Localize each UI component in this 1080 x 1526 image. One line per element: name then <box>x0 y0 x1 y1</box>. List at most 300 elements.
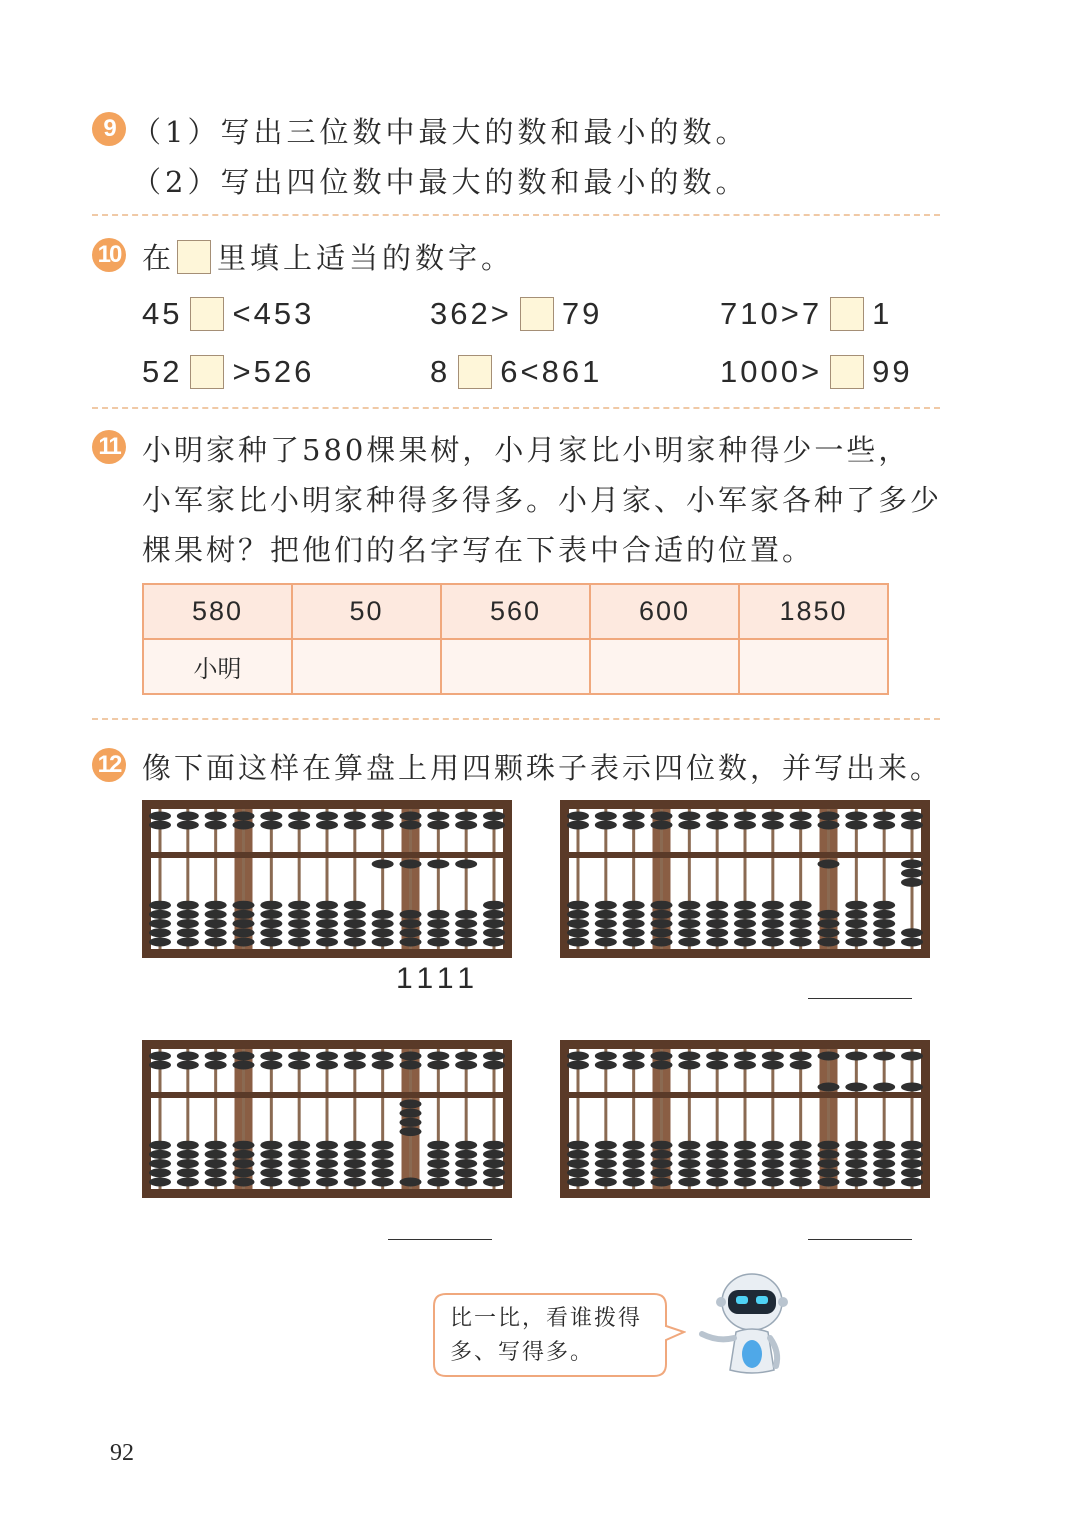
abacus-bead <box>427 1178 449 1187</box>
abacus-bead <box>177 821 199 830</box>
abacus-bead <box>205 1061 227 1070</box>
abacus-bead <box>678 938 700 947</box>
abacus-bead <box>288 1141 310 1150</box>
abacus-bead <box>372 1178 394 1187</box>
abacus-bead <box>233 901 255 910</box>
abacus-bead <box>678 821 700 830</box>
abacus-bead <box>706 821 728 830</box>
abacus-bead <box>427 938 449 947</box>
abacus-bead <box>316 1141 338 1150</box>
answer-box-sample <box>177 240 211 274</box>
abacus-bead <box>762 901 784 910</box>
abacus-bead <box>483 1141 505 1150</box>
abacus-bead <box>762 1159 784 1168</box>
abacus-bead <box>678 1178 700 1187</box>
abacus-bead <box>400 812 422 821</box>
abacus-bead <box>567 1141 589 1150</box>
abacus-bead <box>316 821 338 830</box>
fill-post: 79 <box>561 296 603 331</box>
abacus-bead <box>901 878 923 887</box>
fill-pre: 362> <box>430 296 512 331</box>
abacus-3 <box>142 1040 512 1198</box>
abacus-bead <box>400 1052 422 1061</box>
abacus-2 <box>560 800 930 958</box>
abacus-bead <box>455 1061 477 1070</box>
abacus-bead <box>762 1178 784 1187</box>
abacus-bead <box>567 812 589 821</box>
abacus-bead <box>845 928 867 937</box>
abacus-bead <box>818 1168 840 1177</box>
abacus-bead <box>873 1178 895 1187</box>
abacus-bead <box>233 938 255 947</box>
fill-post: 1 <box>872 296 893 331</box>
abacus-bead <box>483 901 505 910</box>
abacus-bead <box>623 1052 645 1061</box>
abacus-bead <box>901 1150 923 1159</box>
abacus-bead <box>567 919 589 928</box>
question-11-badge: 11 <box>92 430 126 464</box>
abacus-bead <box>288 938 310 947</box>
abacus-bead <box>623 901 645 910</box>
fill-item-1 <box>142 296 314 332</box>
abacus-bead <box>790 938 812 947</box>
abacus-bead <box>845 910 867 919</box>
abacus-bead <box>455 1141 477 1150</box>
abacus-bead <box>149 1178 171 1187</box>
abacus-bead <box>372 928 394 937</box>
abacus-bead <box>901 938 923 947</box>
abacus-bead <box>678 1168 700 1177</box>
tree-count-table <box>142 583 889 695</box>
abacus-bead <box>595 901 617 910</box>
answer-box[interactable] <box>190 297 224 331</box>
answer-box[interactable] <box>458 355 492 389</box>
abacus-bead <box>678 1150 700 1159</box>
abacus-bead <box>818 938 840 947</box>
abacus-bead <box>567 928 589 937</box>
abacus-bead <box>400 821 422 830</box>
abacus-bead <box>177 812 199 821</box>
abacus-bead <box>790 1052 812 1061</box>
abacus-bead <box>233 1061 255 1070</box>
divider <box>92 407 940 409</box>
abacus-bead <box>400 928 422 937</box>
abacus-bead <box>901 1052 923 1061</box>
abacus-bead <box>233 910 255 919</box>
abacus-bead <box>845 1052 867 1061</box>
abacus-bead <box>344 1178 366 1187</box>
fill-pre: 710>7 <box>720 296 823 331</box>
abacus-bead <box>288 928 310 937</box>
abacus-bead <box>762 938 784 947</box>
abacus-bead <box>344 1159 366 1168</box>
abacus-bead <box>233 1150 255 1159</box>
abacus-bead <box>427 1141 449 1150</box>
q11-line-1: 小明家种了580棵果树，小月家比小明家种得少一些， <box>142 433 911 467</box>
abacus-bead <box>623 910 645 919</box>
abacus-bead <box>567 910 589 919</box>
abacus-bead <box>734 928 756 937</box>
abacus-bead <box>678 901 700 910</box>
abacus-bead <box>901 869 923 878</box>
abacus-bead <box>427 821 449 830</box>
abacus-bead <box>288 1150 310 1159</box>
abacus-bead <box>455 1168 477 1177</box>
abacus-bead <box>873 821 895 830</box>
answer-box[interactable] <box>190 355 224 389</box>
abacus-bead <box>205 901 227 910</box>
abacus-bead <box>400 1118 422 1127</box>
abacus-bead <box>427 1159 449 1168</box>
abacus-bead <box>818 1159 840 1168</box>
abacus-bead <box>678 919 700 928</box>
abacus-bead <box>483 1178 505 1187</box>
abacus-bead <box>260 910 282 919</box>
abacus-bead <box>651 1052 673 1061</box>
abacus-bead <box>623 928 645 937</box>
abacus-bead <box>901 1168 923 1177</box>
abacus-bead <box>818 928 840 937</box>
abacus-bead <box>205 1159 227 1168</box>
table-cell-blank[interactable] <box>292 639 441 694</box>
abacus-bead <box>706 1061 728 1070</box>
abacus-bead <box>678 1052 700 1061</box>
abacus-bead <box>762 812 784 821</box>
abacus-bead <box>567 1061 589 1070</box>
abacus-bead <box>316 910 338 919</box>
abacus-bead <box>818 1083 840 1092</box>
abacus-bead <box>567 1178 589 1187</box>
abacus-bead <box>873 901 895 910</box>
abacus-bead <box>762 919 784 928</box>
abacus-bead <box>818 919 840 928</box>
abacus-bead <box>288 812 310 821</box>
abacus-bead <box>288 821 310 830</box>
abacus-bead <box>149 1159 171 1168</box>
abacus-bead <box>901 860 923 869</box>
abacus-bead <box>205 1141 227 1150</box>
abacus-bead <box>455 860 477 869</box>
abacus-bead <box>818 1150 840 1159</box>
abacus-bead <box>427 1061 449 1070</box>
abacus-bead <box>901 821 923 830</box>
abacus-bead <box>372 1141 394 1150</box>
abacus-bead <box>845 1168 867 1177</box>
abacus-bead <box>400 919 422 928</box>
abacus-bead <box>288 919 310 928</box>
abacus-bead <box>595 1168 617 1177</box>
abacus-bead <box>706 938 728 947</box>
abacus-bead <box>372 821 394 830</box>
abacus-bead <box>651 821 673 830</box>
abacus-bead <box>316 928 338 937</box>
abacus-bead <box>595 919 617 928</box>
abacus-bead <box>678 928 700 937</box>
abacus-bead <box>205 938 227 947</box>
abacus-bead <box>845 1178 867 1187</box>
abacus-bead <box>177 1150 199 1159</box>
abacus-bead <box>734 812 756 821</box>
abacus-bead <box>372 1061 394 1070</box>
abacus-bead <box>400 1127 422 1136</box>
abacus-bead <box>706 928 728 937</box>
abacus-bead <box>205 1150 227 1159</box>
abacus-bead <box>455 928 477 937</box>
abacus-bead <box>177 1141 199 1150</box>
abacus-bead <box>734 1178 756 1187</box>
abacus-bead <box>372 1168 394 1177</box>
abacus-bead <box>623 1150 645 1159</box>
fill-post: <453 <box>232 296 315 331</box>
abacus-bead <box>706 901 728 910</box>
question-9-badge: 9 <box>92 112 126 146</box>
abacus-bead <box>651 1159 673 1168</box>
abacus-bead <box>316 812 338 821</box>
abacus-bead <box>595 1150 617 1159</box>
abacus-bead <box>260 1168 282 1177</box>
abacus-bead <box>149 1052 171 1061</box>
abacus-bead <box>427 860 449 869</box>
abacus-bead <box>233 928 255 937</box>
abacus-bead <box>177 901 199 910</box>
abacus-bead <box>595 1061 617 1070</box>
abacus-bead <box>205 1168 227 1177</box>
table-cell: 600 <box>590 584 739 639</box>
table-row <box>143 639 888 694</box>
abacus-bead <box>344 821 366 830</box>
abacus-bead <box>400 1178 422 1187</box>
abacus-bead <box>790 901 812 910</box>
abacus-bead <box>260 1052 282 1061</box>
abacus-bead <box>651 812 673 821</box>
abacus-bead <box>790 1141 812 1150</box>
abacus-bead <box>762 1052 784 1061</box>
abacus-bead <box>734 1141 756 1150</box>
abacus-bead <box>233 1159 255 1168</box>
abacus-bead <box>316 919 338 928</box>
abacus-bead <box>455 812 477 821</box>
abacus-bead <box>845 1150 867 1159</box>
abacus-bead <box>344 1168 366 1177</box>
abacus-bead <box>344 919 366 928</box>
abacus-bead <box>427 1168 449 1177</box>
abacus-bead <box>233 919 255 928</box>
fill-post: >526 <box>232 354 315 389</box>
abacus-bead <box>845 919 867 928</box>
abacus-bead <box>818 1141 840 1150</box>
table-cell-blank[interactable] <box>590 639 739 694</box>
abacus-bead <box>734 1052 756 1061</box>
abacus-bead <box>651 1178 673 1187</box>
abacus-bead <box>149 1168 171 1177</box>
fill-item-3 <box>720 296 892 332</box>
abacus-bead <box>734 1150 756 1159</box>
abacus-bead <box>678 1141 700 1150</box>
abacus-bead <box>651 910 673 919</box>
abacus-bead <box>845 1083 867 1092</box>
table-cell: 小明 <box>143 639 292 694</box>
abacus-bead <box>678 1061 700 1070</box>
abacus-bead <box>483 1168 505 1177</box>
abacus-bead <box>344 1141 366 1150</box>
abacus-bead <box>316 1178 338 1187</box>
abacus-bead <box>316 1150 338 1159</box>
abacus-bead <box>595 812 617 821</box>
abacus-bead <box>344 928 366 937</box>
abacus-bead <box>651 928 673 937</box>
divider <box>92 718 940 720</box>
bubble-line-2: 多、写得多。 <box>450 1340 595 1365</box>
abacus-bead <box>177 1168 199 1177</box>
abacus-bead <box>455 910 477 919</box>
abacus-bead <box>483 910 505 919</box>
abacus-bead <box>455 1159 477 1168</box>
abacus-bead <box>790 910 812 919</box>
abacus-bead <box>734 1168 756 1177</box>
abacus-bead <box>149 910 171 919</box>
bubble-line-1: 比一比，看谁拨得 <box>450 1306 643 1331</box>
abacus-bead <box>177 1178 199 1187</box>
abacus-bead <box>344 938 366 947</box>
abacus-bead <box>205 812 227 821</box>
abacus-bead <box>873 1141 895 1150</box>
abacus-bead <box>427 928 449 937</box>
abacus-bead <box>873 1052 895 1061</box>
abacus-bead <box>762 910 784 919</box>
abacus-bead <box>344 901 366 910</box>
abacus-bead <box>316 1168 338 1177</box>
abacus-bead <box>678 812 700 821</box>
abacus-bead <box>762 1061 784 1070</box>
abacus-bead <box>483 1052 505 1061</box>
question-10-badge: 10 <box>92 238 126 272</box>
abacus-bead <box>483 821 505 830</box>
abacus-bead <box>901 1178 923 1187</box>
abacus-bead <box>845 901 867 910</box>
abacus-bead <box>427 1052 449 1061</box>
abacus-bead <box>901 1141 923 1150</box>
abacus-bead <box>651 919 673 928</box>
abacus-bead <box>651 1168 673 1177</box>
fill-item-5 <box>430 354 602 390</box>
abacus-4 <box>560 1040 930 1198</box>
abacus-bead <box>762 1141 784 1150</box>
abacus-bead <box>623 821 645 830</box>
abacus-bead <box>149 1141 171 1150</box>
answer-line[interactable] <box>388 1239 492 1240</box>
q10-prompt <box>142 236 514 277</box>
abacus-bead <box>762 1168 784 1177</box>
abacus-bead <box>818 812 840 821</box>
abacus-bead <box>260 1061 282 1070</box>
page-number: 92 <box>110 1440 134 1466</box>
abacus-bead <box>288 910 310 919</box>
abacus-bead <box>790 1061 812 1070</box>
abacus-bead <box>288 1159 310 1168</box>
abacus-bead <box>483 919 505 928</box>
abacus-bead <box>149 812 171 821</box>
abacus-bead <box>177 938 199 947</box>
abacus-bead <box>483 1061 505 1070</box>
abacus-bead <box>706 1168 728 1177</box>
abacus-bead <box>790 1168 812 1177</box>
abacus-bead <box>288 901 310 910</box>
abacus-bead <box>205 1178 227 1187</box>
abacus-bead <box>372 1159 394 1168</box>
answer-box[interactable] <box>830 355 864 389</box>
abacus-bead <box>623 1159 645 1168</box>
abacus-bead <box>316 1052 338 1061</box>
abacus-bead <box>344 1052 366 1061</box>
abacus-bead <box>400 1109 422 1118</box>
abacus-bead <box>818 1052 840 1061</box>
table-cell: 560 <box>441 584 590 639</box>
table-cell-blank[interactable] <box>441 639 590 694</box>
abacus-bead <box>734 821 756 830</box>
fill-item-2 <box>430 296 602 332</box>
abacus-bead <box>734 1061 756 1070</box>
abacus-bead <box>288 1052 310 1061</box>
abacus-bead <box>400 1061 422 1070</box>
abacus-bead <box>845 938 867 947</box>
answer-line[interactable] <box>808 998 912 999</box>
abacus-bead <box>623 1168 645 1177</box>
abacus-bead <box>678 910 700 919</box>
abacus-bead <box>260 1150 282 1159</box>
table-cell: 1850 <box>739 584 888 639</box>
abacus-bead <box>149 821 171 830</box>
table-cell-blank[interactable] <box>739 639 888 694</box>
abacus-bead <box>455 938 477 947</box>
abacus-bead <box>818 860 840 869</box>
answer-box[interactable] <box>830 297 864 331</box>
abacus-bead <box>233 1141 255 1150</box>
abacus-bead <box>260 812 282 821</box>
answer-line[interactable] <box>808 1239 912 1240</box>
abacus-bead <box>623 938 645 947</box>
abacus-bead <box>427 1150 449 1159</box>
abacus-bead <box>595 1141 617 1150</box>
abacus-bead <box>344 910 366 919</box>
abacus-bead <box>873 1159 895 1168</box>
abacus-beam <box>151 1092 503 1098</box>
abacus-bead <box>260 901 282 910</box>
speech-bubble-text <box>450 1302 642 1370</box>
abacus-bead <box>873 928 895 937</box>
table-row <box>143 584 888 639</box>
fill-pre: 1000> <box>720 354 823 389</box>
abacus-bead <box>595 1178 617 1187</box>
abacus-bead <box>623 812 645 821</box>
abacus-beam <box>569 1092 921 1098</box>
abacus-bead <box>595 928 617 937</box>
q11-line-2: 小军家比小明家种得多得多。小月家、小军家各种了多少 <box>142 483 943 517</box>
q11-line-3: 棵果树？把他们的名字写在下表中合适的位置。 <box>142 533 815 567</box>
abacus-bead <box>427 910 449 919</box>
abacus-bead <box>149 919 171 928</box>
abacus-bead <box>288 1178 310 1187</box>
abacus-bead <box>483 812 505 821</box>
abacus-bead <box>818 1178 840 1187</box>
abacus-bead <box>706 1052 728 1061</box>
abacus-bead <box>372 812 394 821</box>
abacus-bead <box>734 938 756 947</box>
abacus-bead <box>233 812 255 821</box>
abacus-bead <box>177 1061 199 1070</box>
abacus-bead <box>873 1150 895 1159</box>
q10-prompt-a: 在 <box>142 241 176 275</box>
answer-box[interactable] <box>520 297 554 331</box>
